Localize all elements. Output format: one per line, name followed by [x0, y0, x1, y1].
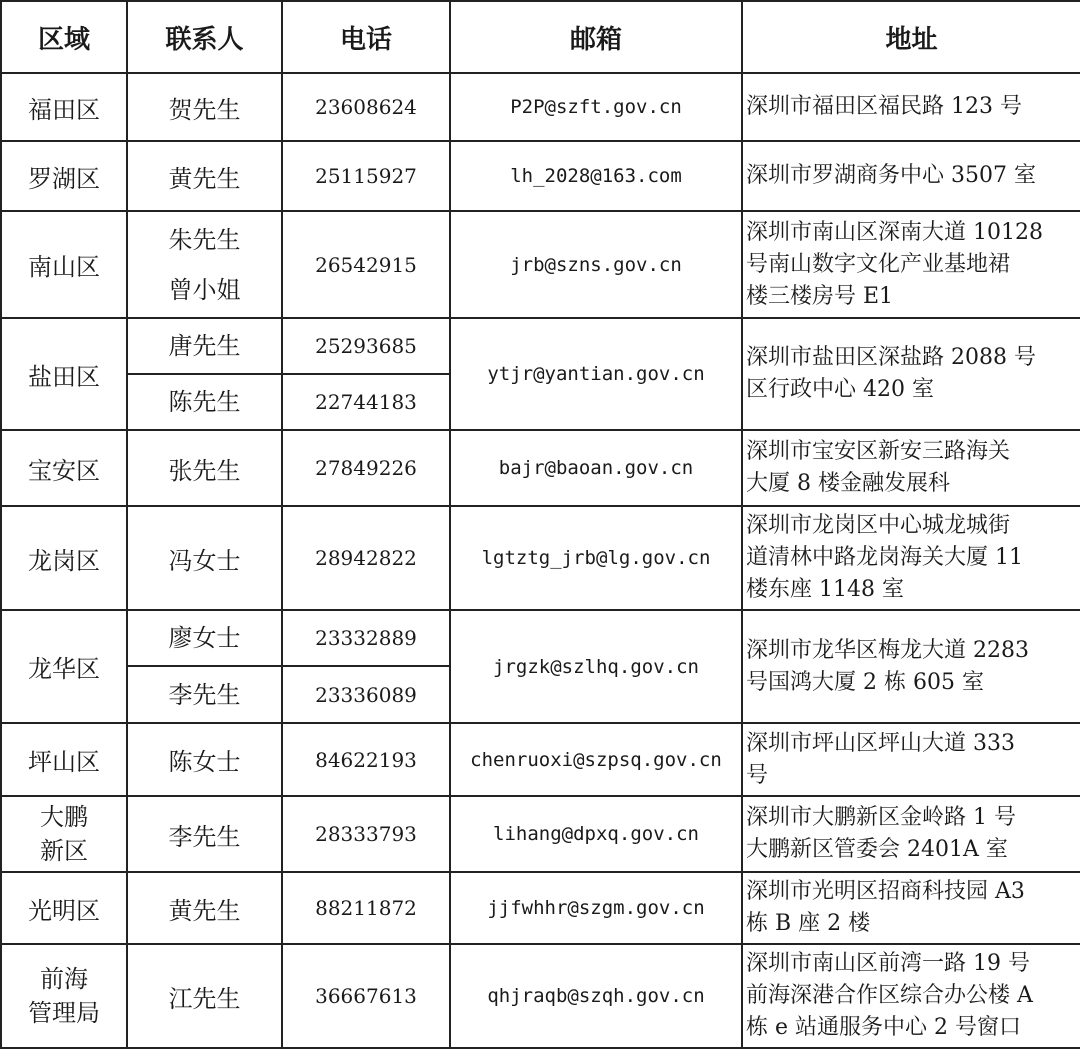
- contact-name: 朱先生: [168, 225, 241, 254]
- header-email: 邮箱: [450, 1, 742, 73]
- address-cell: [742, 73, 1080, 141]
- address-line: 深圳市龙华区梅龙大道 2283: [746, 637, 1029, 663]
- district-line: 新区: [40, 837, 88, 865]
- header-contact: 联系人: [127, 1, 282, 73]
- address-line: 大厦 8 楼金融发展科: [746, 471, 950, 496]
- address-cell: [742, 211, 1080, 318]
- email-cell[interactable]: chenruoxi@szpsq.gov.cn: [450, 723, 742, 796]
- address-line: 深圳市福田区福民路 123 号: [746, 94, 1022, 119]
- address-line: 深圳市坪山区坪山大道 333: [746, 730, 1015, 756]
- district-cell: [1, 944, 127, 1048]
- table-row: [1, 506, 1080, 610]
- email-cell[interactable]: qhjraqb@szqh.gov.cn: [450, 944, 742, 1048]
- email-cell[interactable]: jrb@szns.gov.cn: [450, 211, 742, 318]
- email-cell[interactable]: bajr@baoan.gov.cn: [450, 430, 742, 506]
- district-cell: 南山区: [1, 211, 127, 318]
- district-cell: 宝安区: [1, 430, 127, 506]
- phone-cell: 25293685: [282, 318, 450, 374]
- contact-cell: 陈女士: [127, 723, 282, 796]
- address-line: 号国鸿大厦 2 栋 605 室: [746, 669, 984, 695]
- address-line: 道清林中路龙岗海关大厦 11: [746, 545, 1023, 570]
- phone-cell: 26542915: [282, 211, 450, 318]
- address-line: 深圳市罗湖商务中心 3507 室: [746, 163, 1036, 188]
- address-line: 栋 B 座 2 楼: [746, 911, 871, 936]
- address-cell: [742, 506, 1080, 610]
- phone-cell: 27849226: [282, 430, 450, 506]
- address-line: 深圳市光明区招商科技园 A3: [746, 879, 1025, 904]
- header-district: 区域: [1, 1, 127, 73]
- address-line: 深圳市南山区深南大道 10128: [746, 219, 1043, 245]
- address-cell: [742, 872, 1080, 944]
- email-cell[interactable]: ytjr@yantian.gov.cn: [450, 318, 742, 430]
- table-row: [1, 211, 1080, 318]
- phone-cell: 88211872: [282, 872, 450, 944]
- phone-cell: 28333793: [282, 796, 450, 872]
- table-row: [1, 141, 1080, 211]
- district-cell: 龙岗区: [1, 506, 127, 610]
- address-cell: [742, 610, 1080, 723]
- address-line: 栋 e 站通服务中心 2 号窗口: [746, 1015, 1021, 1040]
- district-cell: [1, 796, 127, 872]
- address-cell: [742, 430, 1080, 506]
- address-cell: [742, 723, 1080, 796]
- address-line: 深圳市盐田区深盐路 2088 号: [746, 345, 1036, 370]
- address-line: 楼三楼房号 E1: [746, 283, 894, 309]
- email-cell[interactable]: lihang@dpxq.gov.cn: [450, 796, 742, 872]
- district-cell: 罗湖区: [1, 141, 127, 211]
- header-row: [1, 1, 1080, 73]
- table-row: [1, 723, 1080, 796]
- contact-cell: 廖女士: [127, 610, 282, 666]
- address-cell: [742, 141, 1080, 211]
- contact-cell: 唐先生: [127, 318, 282, 374]
- address-line: 区行政中心 420 室: [746, 377, 934, 402]
- phone-cell: 25115927: [282, 141, 450, 211]
- table-row: [1, 796, 1080, 872]
- phone-cell: 23608624: [282, 73, 450, 141]
- phone-cell: 28942822: [282, 506, 450, 610]
- district-cell: 盐田区: [1, 318, 127, 430]
- address-line: 大鹏新区管委会 2401A 室: [746, 837, 1008, 862]
- district-cell: 龙华区: [1, 610, 127, 723]
- contact-cell: 黄先生: [127, 141, 282, 211]
- phone-cell: 84622193: [282, 723, 450, 796]
- address-line: 深圳市大鹏新区金岭路 1 号: [746, 805, 1016, 830]
- phone-cell: 36667613: [282, 944, 450, 1048]
- email-cell[interactable]: jjfwhhr@szgm.gov.cn: [450, 872, 742, 944]
- email-cell[interactable]: lh_2028@163.com: [450, 141, 742, 211]
- district-cell: 福田区: [1, 73, 127, 141]
- address-line: 楼东座 1148 室: [746, 577, 904, 602]
- contact-cell: 陈先生: [127, 374, 282, 430]
- address-line: 前海深港合作区综合办公楼 A: [746, 983, 1033, 1008]
- district-cell: 坪山区: [1, 723, 127, 796]
- contact-cell: 冯女士: [127, 506, 282, 610]
- table-row: [1, 872, 1080, 944]
- table-row: [1, 610, 1080, 666]
- phone-cell: 23332889: [282, 610, 450, 666]
- address-cell: [742, 944, 1080, 1048]
- contact-name: 曾小姐: [168, 275, 241, 304]
- contact-cell: 李先生: [127, 796, 282, 872]
- table-row: [1, 318, 1080, 374]
- email-cell[interactable]: lgtztg_jrb@lg.gov.cn: [450, 506, 742, 610]
- contact-cell: [127, 211, 282, 318]
- district-line: 前海: [40, 965, 88, 993]
- contact-cell: 黄先生: [127, 872, 282, 944]
- address-line: 深圳市宝安区新安三路海关: [746, 439, 1011, 464]
- table-row: [1, 944, 1080, 1048]
- address-line: 深圳市南山区前湾一路 19 号: [746, 951, 1030, 976]
- address-cell: [742, 796, 1080, 872]
- email-cell[interactable]: P2P@szft.gov.cn: [450, 73, 742, 141]
- address-line: 深圳市龙岗区中心城龙城街: [746, 513, 1011, 538]
- email-cell[interactable]: jrgzk@szlhq.gov.cn: [450, 610, 742, 723]
- contact-cell: 张先生: [127, 430, 282, 506]
- district-cell: 光明区: [1, 872, 127, 944]
- address-line: 号: [746, 762, 769, 788]
- header-phone: 电话: [282, 1, 450, 73]
- contact-cell: 江先生: [127, 944, 282, 1048]
- table-row: [1, 73, 1080, 141]
- address-line: 号南山数字文化产业基地裙: [746, 251, 1011, 277]
- contact-cell: 贺先生: [127, 73, 282, 141]
- table-row: [1, 430, 1080, 506]
- phone-cell: 23336089: [282, 666, 450, 723]
- district-line: 管理局: [28, 999, 100, 1027]
- header-address: 地址: [742, 1, 1080, 73]
- district-line: 大鹏: [40, 803, 88, 831]
- contact-cell: 李先生: [127, 666, 282, 723]
- phone-cell: 22744183: [282, 374, 450, 430]
- address-cell: [742, 318, 1080, 430]
